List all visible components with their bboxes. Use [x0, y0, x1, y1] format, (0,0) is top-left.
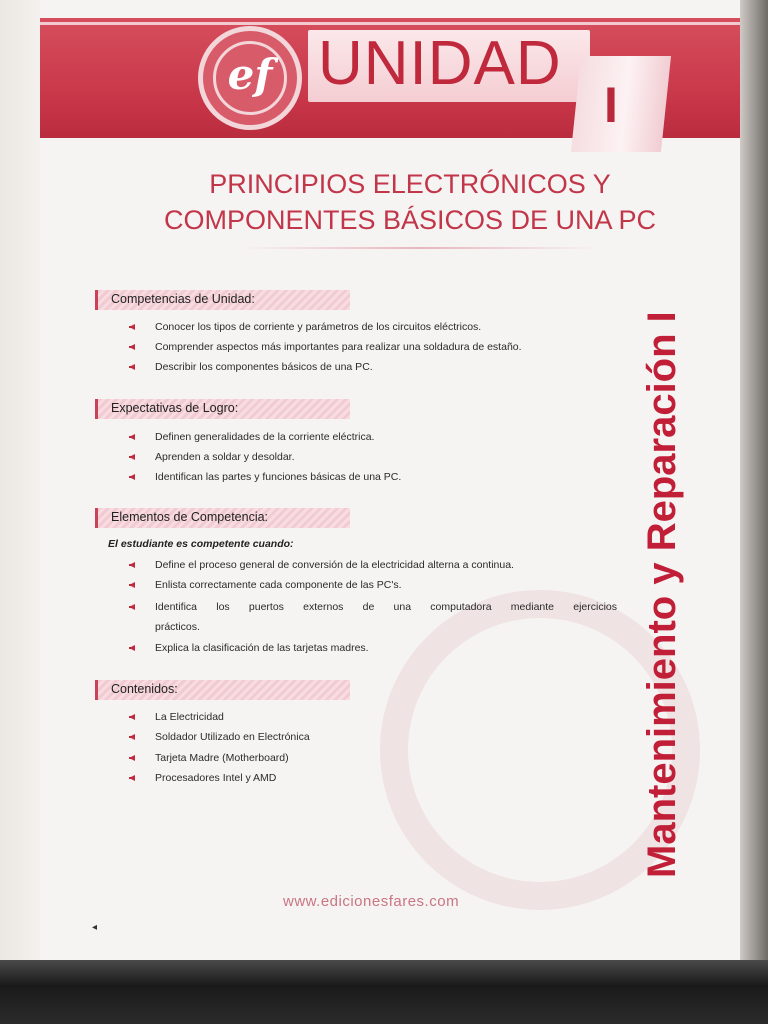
unit-label: UNIDAD [318, 29, 562, 98]
list-item-text: Comprender aspectos más importantes para realizar una soldadura de estaño. [155, 341, 522, 353]
list-item-text: Describir los componentes básicos de una PC. [155, 361, 373, 373]
section-heading-elementos [95, 508, 350, 528]
list-item [155, 730, 310, 744]
arrow-bullet-icon [129, 755, 135, 761]
list-item-text: Identifican las partes y funciones básicas de una PC. [155, 471, 402, 483]
list-item [155, 771, 276, 785]
arrow-bullet-icon [129, 645, 135, 651]
header-band-line [40, 22, 740, 25]
list-item-text: La Electricidad [155, 711, 224, 723]
section-heading-text: Elementos de Competencia: [111, 510, 269, 524]
section-intro: El estudiante es competente cuando: [108, 538, 294, 550]
list-item-text: Identifica los puertos externos de una computadora mediante ejercicios [155, 601, 617, 613]
list-item [155, 600, 617, 614]
arrow-bullet-icon [129, 714, 135, 720]
page-mark: ◂ [92, 922, 98, 933]
arrow-bullet-icon [129, 734, 135, 740]
list-item-text: Soldador Utilizado en Electrónica [155, 731, 310, 743]
section-heading-text: Contenidos: [111, 682, 178, 696]
page-right-edge [740, 0, 768, 975]
section-heading-expectativas [95, 399, 350, 419]
logo-inner-ring [213, 41, 287, 115]
list-item [155, 430, 374, 444]
list-item-text: Conocer los tipos de corriente y parámetros de los circuitos eléctricos. [155, 321, 482, 333]
list-item [155, 558, 514, 572]
arrow-bullet-icon [129, 775, 135, 781]
list-item-text: Definen generalidades de la corriente eléctrica. [155, 431, 375, 443]
arrow-bullet-icon [129, 324, 135, 330]
list-item [155, 641, 369, 655]
page-title-line-2: COMPONENTES BÁSICOS DE UNA PC [163, 205, 657, 235]
page-title-line-1: PRINCIPIOS ELECTRÓNICOS Y [209, 169, 611, 199]
document-page [40, 0, 740, 965]
list-item-continuation: prácticos. [155, 621, 200, 633]
section-heading-contenidos [95, 680, 350, 700]
scan-bottom-shadow [0, 960, 768, 1024]
list-item [155, 320, 481, 334]
list-item-text: Enlista correctamente cada componente de las PC's. [155, 579, 402, 591]
side-title: Mantenimiento y Reparación I [640, 311, 684, 878]
list-item-text: Explica la clasificación de las tarjetas madres. [155, 642, 369, 654]
list-item [155, 450, 295, 464]
list-item [155, 470, 401, 484]
list-item-text: Define el proceso general de conversión de la electricidad alterna a continua. [155, 559, 514, 571]
arrow-bullet-icon [129, 604, 135, 610]
section-heading-text: Expectativas de Logro: [111, 401, 239, 415]
section-heading-competencias [95, 290, 350, 310]
list-item [155, 710, 224, 724]
logo-glyph: ef [227, 50, 273, 99]
list-item-text: Procesadores Intel y AMD [155, 772, 277, 784]
arrow-bullet-icon [129, 364, 135, 370]
arrow-bullet-icon [129, 454, 135, 460]
section-heading-text: Competencias de Unidad: [111, 292, 255, 306]
list-item-text: Tarjeta Madre (Motherboard) [155, 752, 289, 764]
arrow-bullet-icon [129, 562, 135, 568]
page-title [100, 166, 720, 238]
list-item-text: Aprenden a soldar y desoldar. [155, 451, 295, 463]
footer-url: www.edicionesfares.com [283, 893, 460, 910]
arrow-bullet-icon [129, 344, 135, 350]
arrow-bullet-icon [129, 434, 135, 440]
unit-number: I [604, 77, 618, 133]
publisher-logo-icon [198, 26, 302, 130]
list-item [155, 578, 402, 592]
list-item [155, 340, 522, 354]
unit-number-tab [571, 56, 671, 152]
arrow-bullet-icon [129, 474, 135, 480]
list-item [155, 751, 289, 765]
arrow-bullet-icon [129, 582, 135, 588]
list-item [155, 360, 373, 374]
title-divider [240, 247, 600, 249]
